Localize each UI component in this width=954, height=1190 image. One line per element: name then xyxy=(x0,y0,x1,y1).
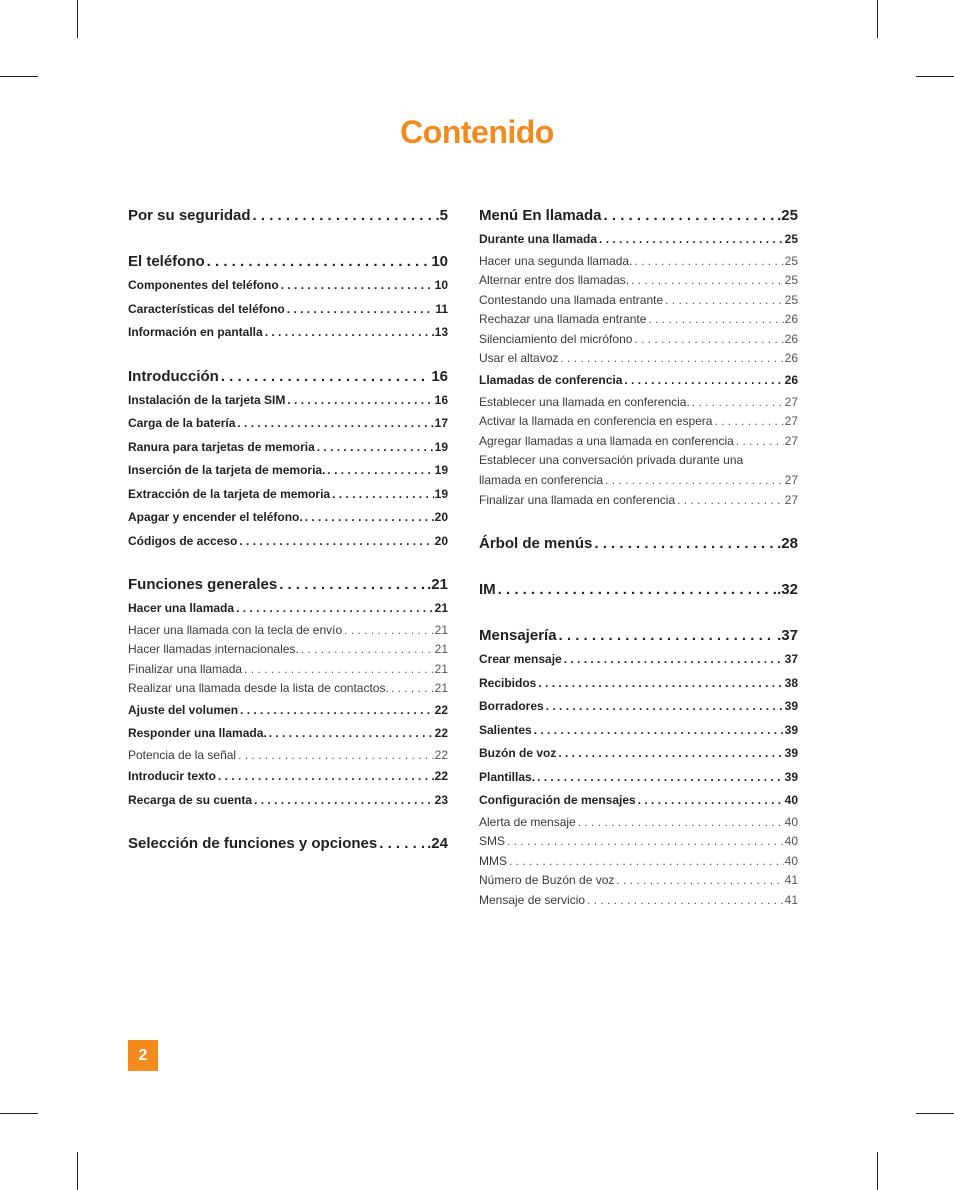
toc-page: 13 xyxy=(434,325,448,339)
leader-dots xyxy=(534,719,784,743)
toc-page: 25 xyxy=(784,292,798,307)
toc-entry[interactable] xyxy=(479,672,798,696)
leader-dots xyxy=(616,871,783,891)
toc-entry[interactable] xyxy=(128,274,448,298)
toc-page: .24 xyxy=(427,835,448,853)
toc-page: 21 xyxy=(434,681,448,696)
toc-left-column xyxy=(128,204,448,856)
toc-page: 26 xyxy=(784,351,798,366)
toc-label: Apagar y encender el teléfono. xyxy=(128,510,303,524)
toc-section[interactable] xyxy=(128,365,448,389)
toc-page: 41 xyxy=(784,873,798,888)
toc-label: Funciones generales xyxy=(128,576,278,593)
toc-entry[interactable] xyxy=(128,412,448,436)
toc-page: 21 xyxy=(434,622,448,637)
toc-subentry[interactable] xyxy=(479,871,798,891)
toc-page: 37 xyxy=(784,652,798,667)
leader-dots xyxy=(269,722,434,746)
toc-page: 11 xyxy=(435,301,448,316)
toc-page: .37 xyxy=(777,627,798,645)
toc-page: 40 xyxy=(784,853,798,868)
leader-dots xyxy=(281,274,434,298)
toc-page: 23 xyxy=(434,792,448,807)
toc-page: 21 xyxy=(434,642,448,657)
toc-label: Características del teléfono xyxy=(128,301,285,316)
leader-dots xyxy=(509,852,784,872)
toc-page: 27 xyxy=(784,394,798,409)
toc-label: Información en pantalla xyxy=(128,325,263,339)
leader-dots xyxy=(546,695,784,719)
toc-page: 40 xyxy=(784,814,798,829)
toc-label: Introducir texto xyxy=(128,769,217,784)
toc-entry[interactable] xyxy=(128,506,448,530)
toc-label: Árbol de menús xyxy=(479,535,593,553)
toc-entry[interactable] xyxy=(479,742,798,766)
toc-page: 27 xyxy=(784,433,798,448)
toc-label: Introducción xyxy=(128,367,219,385)
toc-page: .32 xyxy=(777,581,798,599)
leader-dots xyxy=(379,832,426,856)
toc-label: Ajuste del volumen xyxy=(128,702,239,717)
toc-subentry-line[interactable]: Establecer una conversación privada durante una xyxy=(479,453,744,468)
toc-label: Realizar una llamada desde la lista de contactos. xyxy=(128,681,389,696)
leader-dots xyxy=(736,432,784,452)
toc-subentry[interactable] xyxy=(479,432,798,452)
leader-dots xyxy=(236,597,434,621)
toc-page: 26 xyxy=(784,373,798,388)
toc-page: .21 xyxy=(427,576,448,593)
toc-page: 41 xyxy=(784,893,798,907)
page-number-badge: 2 xyxy=(128,1040,158,1071)
toc-label: Borradores xyxy=(479,699,544,714)
toc-subentry[interactable] xyxy=(479,393,798,413)
toc-label: Recarga de su cuenta xyxy=(128,792,253,807)
toc-label: Responder una llamada. xyxy=(128,726,267,741)
toc-label: llamada en conferencia xyxy=(479,472,604,487)
toc-page: 19 xyxy=(434,463,448,477)
leader-dots xyxy=(391,679,434,699)
leader-dots xyxy=(605,471,784,491)
toc-page: 22 xyxy=(434,726,448,741)
toc-label: Carga de la batería xyxy=(128,416,236,430)
toc-section[interactable] xyxy=(479,624,798,648)
toc-entry[interactable] xyxy=(128,699,448,723)
toc-page: 16 xyxy=(431,367,448,385)
toc-entry[interactable] xyxy=(479,648,798,672)
toc-label: Mensaje de servicio xyxy=(479,893,586,907)
toc-page: 20 xyxy=(434,533,448,548)
toc-subentry[interactable] xyxy=(479,891,798,911)
toc-subentry[interactable] xyxy=(479,852,798,872)
leader-dots xyxy=(265,321,434,345)
leader-dots xyxy=(648,310,783,330)
toc-label: Recibidos xyxy=(479,675,537,690)
leader-dots xyxy=(634,252,783,272)
leader-dots xyxy=(332,483,434,507)
toc-entry[interactable] xyxy=(479,369,798,393)
toc-label: Por su seguridad xyxy=(128,207,251,224)
toc-subentry[interactable] xyxy=(479,349,798,369)
toc-page: 17 xyxy=(434,416,448,430)
toc-section[interactable] xyxy=(479,532,798,556)
toc-label: Número de Buzón de voz xyxy=(479,873,615,888)
leader-dots xyxy=(344,621,434,641)
toc-label: SMS xyxy=(479,834,506,849)
toc-section[interactable] xyxy=(128,204,448,228)
toc-page: 39 xyxy=(784,699,798,714)
leader-dots xyxy=(624,369,783,393)
toc-entry[interactable] xyxy=(128,530,448,554)
leader-dots xyxy=(594,532,776,556)
leader-dots xyxy=(558,742,783,766)
toc-label: Inserción de la tarjeta de memoria. xyxy=(128,463,326,477)
toc-page: 27 xyxy=(784,414,798,429)
toc-subentry[interactable] xyxy=(128,746,448,766)
toc-label: Silenciamiento del micrófono xyxy=(479,331,633,346)
toc-label: El teléfono xyxy=(128,253,205,270)
leader-dots xyxy=(237,412,433,436)
toc-label: Extracción de la tarjeta de memoria xyxy=(128,486,331,501)
toc-label: Durante una llamada xyxy=(479,232,598,246)
leader-dots xyxy=(207,250,431,274)
toc-page: 10 xyxy=(431,253,448,270)
toc-page: 16 xyxy=(434,392,448,407)
leader-dots xyxy=(537,766,784,790)
leader-dots xyxy=(253,204,435,228)
leader-dots xyxy=(254,789,434,813)
toc-label: Activar la llamada en conferencia en espera xyxy=(479,414,713,429)
toc-label: Códigos de acceso xyxy=(128,533,238,548)
toc-page: 25 xyxy=(784,232,798,246)
toc-subentry[interactable] xyxy=(479,491,798,511)
toc-entry[interactable] xyxy=(479,228,798,252)
toc-subentry[interactable] xyxy=(479,310,798,330)
toc-page: 22 xyxy=(434,747,448,762)
toc-label: IM xyxy=(479,581,496,599)
toc-section[interactable] xyxy=(479,578,798,602)
toc-page: 25 xyxy=(784,273,798,288)
toc-page: 21 xyxy=(434,601,448,615)
toc-entry[interactable] xyxy=(479,695,798,719)
toc-entry[interactable] xyxy=(479,766,798,790)
toc-entry[interactable] xyxy=(479,789,798,813)
toc-page: 39 xyxy=(784,769,798,784)
leader-dots xyxy=(714,412,783,432)
leader-dots xyxy=(631,271,784,291)
leader-dots xyxy=(279,573,426,597)
toc-subentry[interactable] xyxy=(479,271,798,291)
toc-subentry[interactable] xyxy=(128,621,448,641)
leader-dots xyxy=(599,228,784,252)
toc-section[interactable] xyxy=(128,250,448,274)
toc-section[interactable] xyxy=(128,832,448,856)
leader-dots xyxy=(559,624,777,648)
toc-label: Alerta de mensaje xyxy=(479,814,576,829)
toc-label: Configuración de mensajes xyxy=(479,793,636,808)
leader-dots xyxy=(587,891,784,911)
toc-label: Finalizar una llamada en conferencia xyxy=(479,492,676,507)
page-title: Contenido xyxy=(400,114,554,150)
leader-dots xyxy=(692,393,784,413)
toc-page: 40 xyxy=(784,793,798,808)
toc-entry[interactable] xyxy=(479,719,798,743)
toc-label: Mensajería xyxy=(479,627,557,645)
toc-entry[interactable] xyxy=(128,483,448,507)
toc-page: 38 xyxy=(784,675,798,690)
toc-label: Selección de funciones y opciones xyxy=(128,835,378,853)
toc-page: 39 xyxy=(784,722,798,737)
toc-label: Componentes del teléfono xyxy=(128,278,279,292)
toc-entry[interactable] xyxy=(128,789,448,813)
toc-right-column xyxy=(479,204,798,911)
toc-entry[interactable] xyxy=(128,765,448,789)
leader-dots xyxy=(560,349,783,369)
toc-page: 22 xyxy=(434,769,448,784)
toc-label: Hacer una llamada con la tecla de envío xyxy=(128,622,343,637)
toc-label: Rechazar una llamada entrante xyxy=(479,312,647,327)
toc-page: .25 xyxy=(777,207,798,224)
toc-section[interactable] xyxy=(479,204,798,228)
toc-label: Contestando una llamada entrante xyxy=(479,292,664,307)
toc-label: Ranura para tarjetas de memoria xyxy=(128,439,315,454)
toc-entry[interactable] xyxy=(128,459,448,483)
crop-mark xyxy=(916,76,954,77)
crop-mark xyxy=(77,1152,78,1190)
toc-label: Hacer una segunda llamada. xyxy=(479,253,633,268)
leader-dots xyxy=(665,291,784,311)
toc-label: Plantillas. xyxy=(479,769,536,784)
crop-mark xyxy=(877,0,878,38)
leader-dots xyxy=(240,699,434,723)
toc-subentry[interactable] xyxy=(128,640,448,660)
toc-page: 20 xyxy=(434,510,448,524)
toc-page: 27 xyxy=(784,492,798,507)
toc-page: 26 xyxy=(784,312,798,327)
toc-section[interactable] xyxy=(128,573,448,597)
crop-mark xyxy=(0,1113,38,1114)
toc-page: 10 xyxy=(434,278,448,292)
crop-mark xyxy=(916,1113,954,1114)
toc-page: .5 xyxy=(435,207,448,224)
toc-label: Agregar llamadas a una llamada en conferencia xyxy=(479,433,734,448)
toc-label: Establecer una llamada en conferencia. xyxy=(479,394,690,409)
leader-dots xyxy=(538,672,783,696)
leader-dots xyxy=(239,530,433,554)
toc-page: 40 xyxy=(784,834,798,849)
leader-dots xyxy=(564,648,784,672)
toc-label: Instalación de la tarjeta SIM xyxy=(128,392,286,407)
leader-dots xyxy=(638,789,784,813)
toc-label: Finalizar una llamada xyxy=(128,661,243,676)
toc-label: Hacer llamadas internacionales. xyxy=(128,642,299,657)
toc-label: Potencia de la señal xyxy=(128,747,237,762)
toc-page: .28 xyxy=(777,535,798,553)
leader-dots xyxy=(218,765,434,789)
toc-label: Llamadas de conferencia xyxy=(479,373,623,388)
toc-label: Buzón de voz xyxy=(479,746,557,761)
leader-dots xyxy=(301,640,434,660)
toc-entry[interactable] xyxy=(128,597,448,621)
leader-dots xyxy=(221,365,430,389)
toc-subentry[interactable] xyxy=(479,471,798,491)
leader-dots xyxy=(604,204,777,228)
toc-page: 19 xyxy=(434,486,448,501)
leader-dots xyxy=(677,491,784,511)
leader-dots xyxy=(244,660,434,680)
toc-page: 19 xyxy=(434,439,448,454)
leader-dots xyxy=(327,459,433,483)
toc-page: 25 xyxy=(784,253,798,268)
leader-dots xyxy=(578,813,784,833)
crop-mark xyxy=(77,0,78,38)
toc-label: Salientes xyxy=(479,722,532,737)
crop-mark xyxy=(877,1152,878,1190)
toc-label: Usar el altavoz xyxy=(479,351,559,366)
toc-subentry[interactable] xyxy=(479,412,798,432)
toc-subentry[interactable] xyxy=(479,330,798,350)
crop-mark xyxy=(0,76,38,77)
toc-subentry[interactable] xyxy=(479,252,798,272)
toc-entry[interactable] xyxy=(128,722,448,746)
toc-page: 22 xyxy=(434,702,448,717)
toc-page: 21 xyxy=(434,661,448,676)
leader-dots xyxy=(238,746,434,766)
toc-subentry[interactable] xyxy=(479,832,798,852)
toc-label: Crear mensaje xyxy=(479,652,562,667)
leader-dots xyxy=(507,832,784,852)
toc-entry[interactable] xyxy=(128,321,448,345)
toc-label: Hacer una llamada xyxy=(128,601,235,615)
leader-dots xyxy=(498,578,776,602)
toc-entry[interactable] xyxy=(128,389,448,413)
leader-dots xyxy=(317,436,434,460)
leader-dots xyxy=(287,298,435,322)
toc-label: MMS xyxy=(479,853,507,868)
toc-entry[interactable] xyxy=(128,298,448,322)
toc-page: 27 xyxy=(784,472,798,487)
toc-subentry[interactable] xyxy=(128,679,448,699)
toc-entry[interactable] xyxy=(128,436,448,460)
toc-subentry[interactable] xyxy=(479,813,798,833)
leader-dots xyxy=(287,389,433,413)
toc-label: Alternar entre dos llamadas. xyxy=(479,273,630,288)
toc-page: 39 xyxy=(784,746,798,761)
toc-label: Menú En llamada xyxy=(479,207,602,224)
toc-page: 26 xyxy=(784,331,798,346)
leader-dots xyxy=(634,330,783,350)
toc-subentry[interactable] xyxy=(128,660,448,680)
toc-subentry[interactable] xyxy=(479,291,798,311)
leader-dots xyxy=(305,506,434,530)
